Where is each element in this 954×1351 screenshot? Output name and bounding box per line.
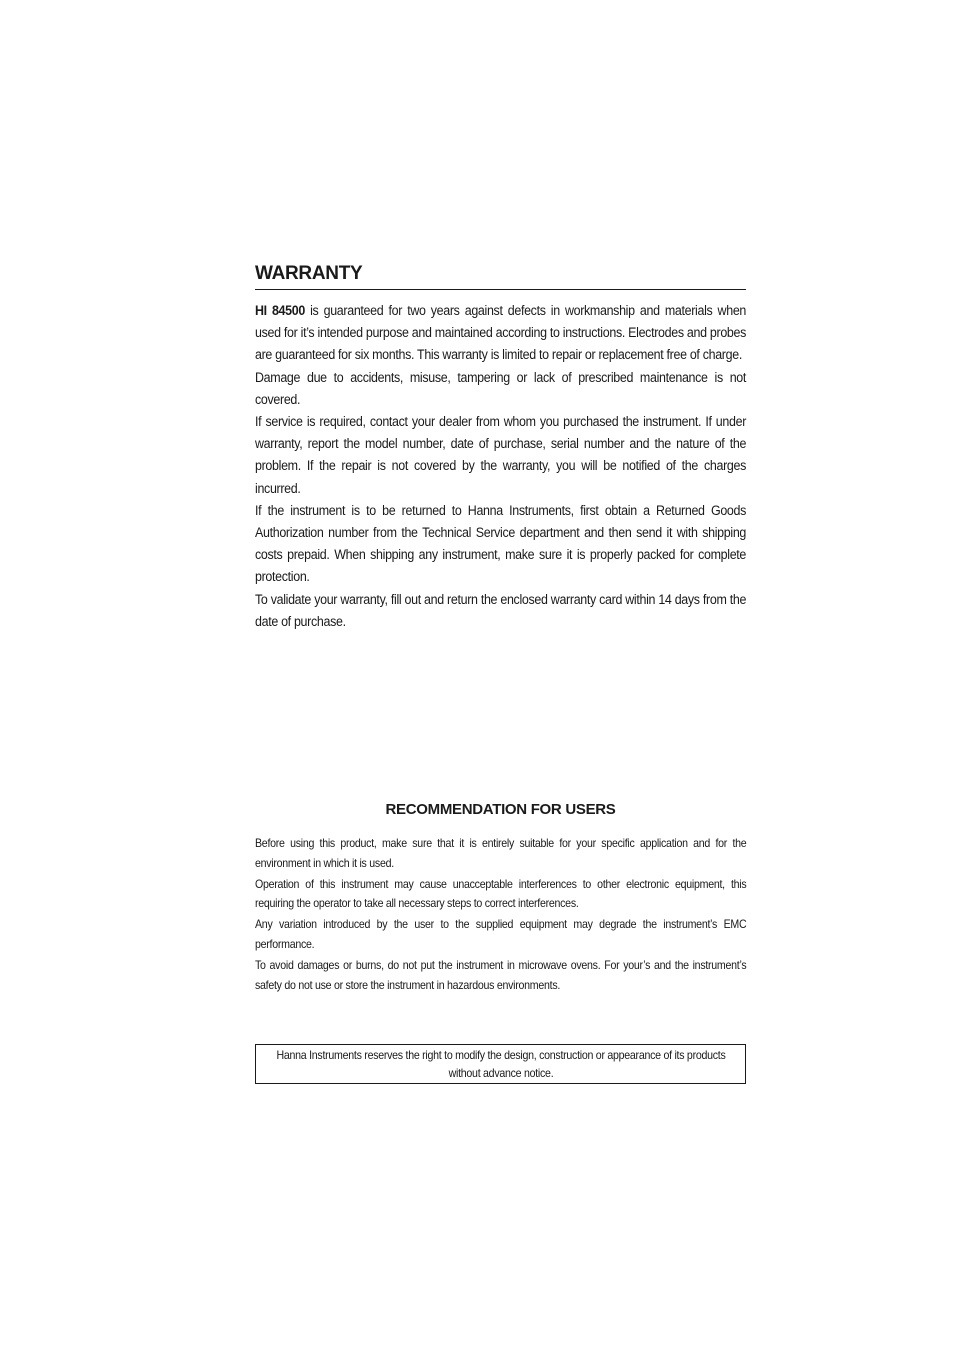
recommendation-body xyxy=(255,834,746,995)
recommendation-paragraph-3: Any variation introduced by the user to the supplied equipment may degrade the instrument’s EMC performance. xyxy=(255,917,747,951)
warranty-title: WARRANTY xyxy=(255,262,746,290)
notice-text: Hanna Instruments reserves the right to modify the design, construction or appearance of its products without advance notice. xyxy=(276,1047,725,1080)
warranty-body xyxy=(255,300,746,633)
recommendation-paragraph-1: Before using this product, make sure that it is entirely suitable for your specific application and for the environment in which it is used. xyxy=(255,836,747,870)
warranty-section xyxy=(255,262,746,633)
recommendation-paragraph-4: To avoid damages or burns, do not put the instrument in microwave ovens. For your’s and the instrument’s safety do not use or store the instrument in hazardous environments. xyxy=(255,958,747,992)
notice-box xyxy=(255,1044,746,1084)
warranty-paragraph-5: To validate your warranty, fill out and return the enclosed warranty card within 14 days from the date of purchase. xyxy=(255,591,747,629)
recommendation-title: RECOMMENDATION FOR USERS xyxy=(385,801,616,818)
warranty-paragraph-1 xyxy=(255,300,746,367)
warranty-paragraph-1-text: is guaranteed for two years against defects in workmanship and materials when used for it’s intended purpose and maintained according to instructions. Electrodes and probes are guaranteed for six months. This warranty is limited to repair or replacement free of charge. xyxy=(255,303,747,363)
warranty-paragraph-4: If the instrument is to be returned to Hanna Instruments, first obtain a Returned Goods Authorization number from the Technical Service department and then send it with shipping costs prepaid. When shipping any instrument, make sure it is properly packed for complete protection. xyxy=(255,502,747,585)
warranty-paragraph-2: Damage due to accidents, misuse, tampering or lack of prescribed maintenance is not covered. xyxy=(255,369,747,407)
warranty-paragraph-3: If service is required, contact your dealer from whom you purchased the instrument. If under warranty, report the model number, date of purchase, serial number and the nature of the problem. If the repair is not covered by the warranty, you will be notified of the charges incurred. xyxy=(255,414,747,496)
recommendation-section xyxy=(255,798,746,997)
recommendation-paragraph-2: Operation of this instrument may cause unacceptable interferences to other electronic equipment, this requiring the operator to take all necessary steps to correct interferences. xyxy=(255,876,747,911)
model-name: HI 84500 xyxy=(255,303,305,318)
